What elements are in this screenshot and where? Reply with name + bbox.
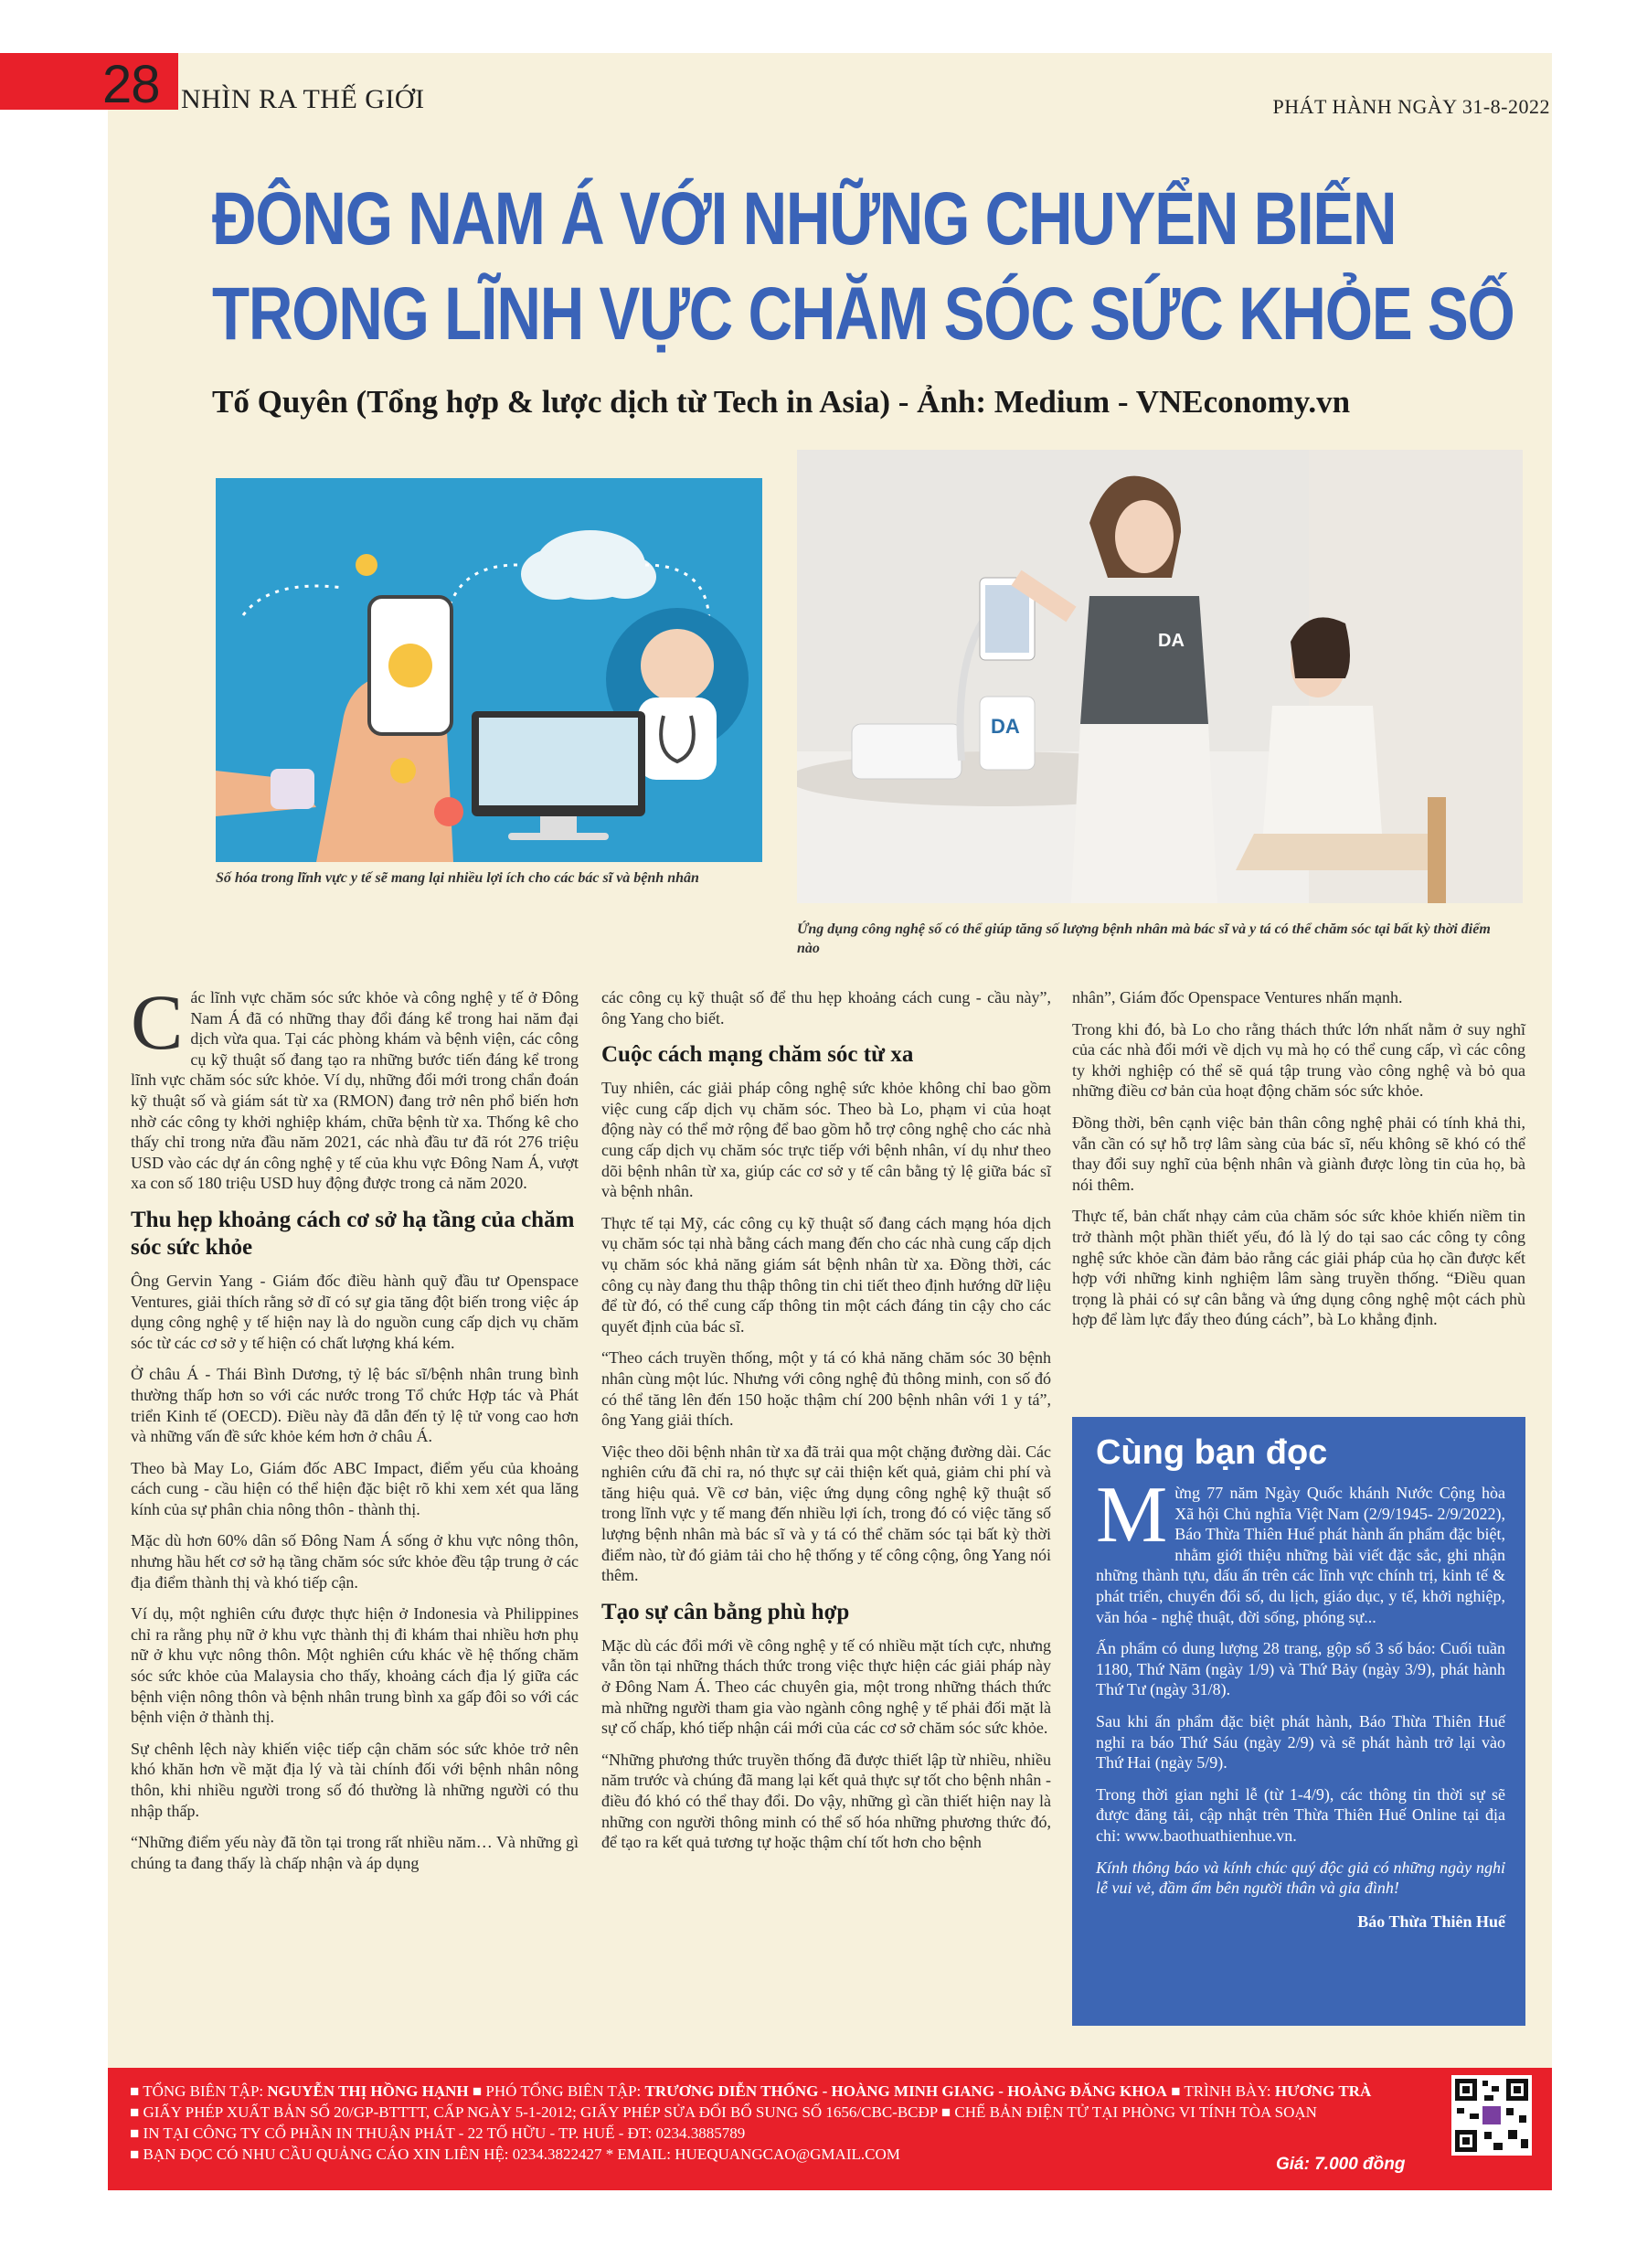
cup-logo: DA xyxy=(991,715,1020,738)
page-number: 28 xyxy=(102,55,160,114)
footer-value: HƯƠNG TRÀ xyxy=(1274,2082,1372,2100)
paragraph xyxy=(131,978,579,1194)
footer-credits xyxy=(130,2081,1371,2165)
paragraph: Ở châu Á - Thái Bình Dương, tỷ lệ bác sĩ/bệnh nhân trung bình thường thấp hơn so với các nước trong Tổ chức Hợp tác và Phát triển Kinh tế (OECD). Điều này đã dẫn đến tỷ lệ tử vong cao hơn và những vấn đề sức khỏe kém hơn ở châu Á. xyxy=(131,1365,579,1446)
headline xyxy=(212,172,1514,362)
release-date: PHÁT HÀNH NGÀY 31-8-2022 xyxy=(1272,95,1550,118)
article-column-1 xyxy=(131,978,579,1884)
footer-value: TRƯƠNG DIỄN THỐNG - HOÀNG MINH GIANG - HOÀNG ĐĂNG KHOA xyxy=(644,2082,1167,2100)
paragraph: “Những điểm yếu này đã tồn tại trong rất nhiều năm… Và những gì chúng ta đang thấy là chấp nhận và áp dụng xyxy=(131,1833,579,1872)
paragraph: nhân”, Giám đốc Openspace Ventures nhấn mạnh. xyxy=(1072,988,1403,1006)
paragraph: Kính thông báo và kính chúc quý độc giả có những ngày nghỉ lễ vui vẻ, đầm ấm bên người thân và gia đình! xyxy=(1096,1858,1505,1898)
byline: Tố Quyên (Tổng hợp & lược dịch từ Tech in Asia) - Ảnh: Medium - VNEconomy.vn xyxy=(212,384,1351,420)
reader-box-signature: Báo Thừa Thiên Huế xyxy=(1357,1911,1505,1931)
subheading: Thu hẹp khoảng cách cơ sở hạ tầng của chăm sóc sức khỏe xyxy=(131,1207,575,1260)
footer-text: IN TẠI CÔNG TY CỔ PHẦN IN THUẬN PHÁT - 22 TỐ HỮU - TP. HUẾ - ĐT: 0234.3885789 xyxy=(143,2124,746,2142)
article-column-2 xyxy=(601,987,1051,1864)
qr-code-graphic xyxy=(1451,2075,1532,2156)
digital-health-illustration xyxy=(216,478,762,862)
footer-label: PHÓ TỔNG BIÊN TẬP: xyxy=(485,2082,642,2100)
dropcap: C xyxy=(131,978,184,1066)
caption-right: Ứng dụng công nghệ số có thể giúp tăng số lượng bệnh nhân mà bác sĩ và y tá có thể chăm sóc tại bất kỳ thời điểm nào xyxy=(797,921,1491,956)
paragraph: “Những phương thức truyền thống đã được thiết lập từ nhiều, nhiều năm trước và chúng đã mang lại kết quả thực sự tốt cho bệnh nhân - điều đó khó có thể thay đổi. Do vậy, những gì cần thiết hiện nay là những con người thông minh có thể số hóa những phương thức đó, để tạo ra kết quả tương tự hoặc thậm chí tốt hơn cho bệnh xyxy=(601,1750,1051,1852)
paragraph: Tuy nhiên, các giải pháp công nghệ sức khỏe không chỉ bao gồm việc cung cấp dịch vụ chăm sóc. Theo bà Lo, phạm vi của hoạt động này có thể mở rộng để bao gồm hỗ trợ công nghệ cho các nhà cung cấp dịch vụ chăm sóc trực tiếp với bệnh nhân, ví dụ như theo dõi bệnh nhân từ xa, giúp các cơ sở y tế cân bằng tỷ lệ giữa bác sĩ và bệnh nhân. xyxy=(601,1079,1051,1201)
footer-line-3: ■ IN TẠI CÔNG TY CỔ PHẦN IN THUẬN PHÁT - 22 TỐ HỮU - TP. HUẾ - ĐT: 0234.3885789 xyxy=(130,2124,746,2142)
paragraph: Sau khi ấn phẩm đặc biệt phát hành, Báo Thừa Thiên Huế nghỉ ra báo Thứ Sáu (ngày 2/9) và sẽ phát hành trở lại vào Thứ Hai (ngày 5/9). xyxy=(1096,1711,1505,1773)
paragraph: Sự chênh lệch này khiến việc tiếp cận chăm sóc sức khỏe trở nên khó khăn hơn về mặt địa lý và tài chính đối với bệnh nhân nông thôn, khi nhiều người trong số đó thường là những người có thu nhập thấp. xyxy=(131,1739,579,1820)
price: Giá: 7.000 đồng xyxy=(1276,2155,1406,2174)
paragraph: Ông Gervin Yang - Giám đốc điều hành quỹ đầu tư Openspace Ventures, giải thích rằng sở dĩ có sự gia tăng đột biến trong việc áp dụng công nghệ y tế hiện nay là do nguồn cung cấp dịch vụ chăm sóc từ các cơ sở y tế hiện có chất lượng khá kém. xyxy=(131,1271,579,1352)
qr-code-icon[interactable] xyxy=(1451,2075,1532,2156)
paragraph: các công cụ kỹ thuật số để thu hẹp khoảng cách cung - cầu này”, ông Yang cho biết. xyxy=(601,988,1051,1028)
headline-line-1: ĐÔNG NAM Á VỚI NHỮNG CHUYỂN BIẾN xyxy=(212,177,1397,261)
footer-text: BẠN ĐỌC CÓ NHU CẦU QUẢNG CÁO XIN LIÊN HỆ: 0234.3822427 * EMAIL: HUEQUANGCAO@GMAIL.COM xyxy=(143,2146,900,2163)
footer-text: CHẾ BẢN ĐIỆN TỬ TẠI PHÒNG VI TÍNH TÒA SOẠN xyxy=(954,2103,1317,2121)
shirt-logo: DA xyxy=(1158,631,1185,651)
footer-label: TRÌNH BÀY: xyxy=(1184,2082,1271,2100)
paragraph: Thực tế tại Mỹ, các công cụ kỹ thuật số đang cách mạng hóa dịch vụ chăm sóc tại nhà bằng cách mang đến cho các nhà cung cấp dịch vụ chăm sóc khả năng giám sát bệnh nhân từ xa. Đồng thời, các công cụ này đang thu thập thông tin chi tiết theo định hướng dữ liệu để từ đó, có thể cung cấp thông tin một cách đáng tin cậy cho các quyết định của bác sĩ. xyxy=(601,1213,1051,1336)
footer-label: TỔNG BIÊN TẬP: xyxy=(143,2082,264,2100)
paragraph: “Theo cách truyền thống, một y tá có khả năng chăm sóc 30 bệnh nhân cùng một lúc. Nhưng với công nghệ đủ thông minh, con số đó có thể tăng lên đến 150 hoặc thậm chí 200 bệnh nhân với 1 y tá”, ông Yang giải thích. xyxy=(601,1348,1051,1430)
footer-value: NGUYỄN THỊ HỒNG HẠNH xyxy=(267,2082,469,2100)
subheading: Tạo sự cân bằng phù hợp xyxy=(601,1599,850,1624)
headline-line-2: TRONG LĨNH VỰC CHĂM SÓC SỨC KHỎE SỐ xyxy=(212,272,1514,356)
paragraph xyxy=(1096,1471,1505,1627)
footer-line-2: ■ GIẤY PHÉP XUẤT BẢN SỐ 20/GP-BTTTT, CẤP NGÀY 5-1-2012; GIẤY PHÉP SỬA ĐỔI BỔ SUNG SỐ 1656/CBC-BCĐP ■ CHẾ BẢN ĐIỆN TỬ TẠI PHÒNG VI TÍNH TÒA SOẠN xyxy=(130,2103,1317,2121)
paragraph: Theo bà May Lo, Giám đốc ABC Impact, điểm yếu của khoảng cách cung - cầu hiện có thể hiện đặc biệt rõ khi xem xét qua lăng kính của sự phân chia nông thôn - thành thị. xyxy=(131,1458,579,1518)
paragraph: Việc theo dõi bệnh nhân từ xa đã trải qua một chặng đường dài. Các nghiên cứu đã chỉ ra, nó thực sự cải thiện kết quả, giảm chi phí và tăng hiệu quả. Về cơ bản, việc ứng dụng công nghệ kỹ thuật số trong lĩnh vực y tế mang đến nhiều lợi ích, trong đó có việc tăng số lượng bệnh nhân mà bác sĩ và y tá có thể chăm sóc tại bất kỳ thời điểm nào, từ đó giảm tải cho hệ thống y tế công cộng, ông Yang nói thêm. xyxy=(601,1442,1051,1585)
photo-graphic xyxy=(797,450,1523,903)
paragraph-text: ác lĩnh vực chăm sóc sức khỏe và công nghệ y tế ở Đông Nam Á đã có những thay đổi đáng kể trong hai năm đại dịch vừa qua. Tại các phòng khám và bệnh viện, các công cụ kỹ thuật số đang tạo ra những bước tiến đáng kể trong lĩnh vực chăm sóc sức khỏe. Ví dụ, những đổi mới trong chẩn đoán kỹ thuật số và giám sát từ xa (RMON) đang trở nên phổ biến hơn nhờ các công ty khởi nghiệp khám, chữa bệnh từ xa. Thống kê cho thấy chỉ trong nửa đầu năm 2021, các nhà đầu tư đã rót 276 triệu USD vào các dự án công nghệ y tế của khu vực Đông Nam Á, vượt xa con số 180 triệu USD huy động được trong cả năm 2020. xyxy=(131,988,579,1193)
article-column-3 xyxy=(1072,987,1525,1341)
paragraph: Mặc dù hơn 60% dân số Đông Nam Á sống ở khu vực nông thôn, nhưng hầu hết cơ sở hạ tầng chăm sóc sức khỏe đều tập trung ở các địa điểm thành thị và khó tiếp cận. xyxy=(131,1531,579,1592)
illustration-graphic xyxy=(216,478,762,862)
paragraph-text: ừng 77 năm Ngày Quốc khánh Nước Cộng hòa Xã hội Chủ nghĩa Việt Nam (2/9/1945- 2/9/2022), Báo Thừa Thiên Huế phát hành ấn phẩm đặc biệt, nhằm giới thiệu những bài viết đặc sắc, ghi nhận những thành tựu, dấu ấn trên các lĩnh vực chính trị, kinh tế & phát triển, chuyển đổi số, du lịch, giáo dục, y tế, khởi nghiệp, văn hóa - nghệ thuật, đời sống, phóng sự... xyxy=(1096,1484,1505,1626)
reader-notice-box xyxy=(1072,1417,1525,2026)
telehealth-photo xyxy=(797,450,1523,903)
paragraph: Trong khi đó, bà Lo cho rằng thách thức lớn nhất nằm ở suy nghĩ của các nhà đổi mới về dịch vụ mà họ có thể cung cấp, vì các công ty khởi nghiệp có thể sẽ quá tập trung vào công nghệ và bỏ qua những điều cơ bản của hoạt động chăm sóc sức khỏe. xyxy=(1072,1019,1525,1101)
subheading: Cuộc cách mạng chăm sóc từ xa xyxy=(601,1042,914,1068)
paragraph: Ví dụ, một nghiên cứu được thực hiện ở Indonesia và Philippines chỉ ra rằng phụ nữ ở khu vực thành thị đi khám thai nhiều hơn phụ nữ ở khu vực nông thôn. Một nghiên cứu khác về hệ thống chăm sóc sức khỏe của Malaysia cho thấy, khoảng cách địa lý giữa các bệnh viện nông thôn và bệnh nhân trung bình xa gấp đôi so với các bệnh viện ở thành thị. xyxy=(131,1604,579,1727)
footer-text: GIẤY PHÉP XUẤT BẢN SỐ 20/GP-BTTTT, CẤP NGÀY 5-1-2012; GIẤY PHÉP SỬA ĐỔI BỔ SUNG SỐ 1656/CBC-BCĐP xyxy=(143,2103,938,2121)
footer-line-4: ■ BẠN ĐỌC CÓ NHU CẦU QUẢNG CÁO XIN LIÊN HỆ: 0234.3822427 * EMAIL: HUEQUANGCAO@GMAIL.COM xyxy=(130,2146,900,2163)
paragraph: Đồng thời, bên cạnh việc bản thân công nghệ phải có tính khả thi, vẫn cần có sự hỗ trợ lâm sàng của bác sĩ, nếu không sẽ khó có thể thay đổi suy nghĩ của bệnh nhân và giành được lòng tin của họ, bà nói thêm. xyxy=(1072,1113,1525,1194)
paragraph: Trong thời gian nghỉ lễ (từ 1-4/9), các thông tin thời sự sẽ được đăng tải, cập nhật trên Thừa Thiên Huế Online tại địa chỉ: www.baothuathienhue.vn. xyxy=(1096,1784,1505,1845)
paragraph: Mặc dù các đổi mới về công nghệ y tế có nhiều mặt tích cực, nhưng vẫn tồn tại những thách thức trong việc thực hiện các giải pháp này ở Đông Nam Á. Theo các chuyên gia, một trong những thách thức mà những người tham gia vào ngành công nghệ y tế phải đối mặt là sự cố chấp, khó tiếp nhận cái mới của các cơ sở chăm sóc sức khỏe. xyxy=(601,1635,1051,1738)
caption-left: Số hóa trong lĩnh vực y tế sẽ mang lại nhiều lợi ích cho các bác sĩ và bệnh nhân xyxy=(216,870,699,886)
paragraph: Ấn phẩm có dung lượng 28 trang, gộp số 3 số báo: Cuối tuần 1180, Thứ Năm (ngày 1/9) và Thứ Bảy (ngày 3/9), phát hành Thứ Tư (ngày 31/8). xyxy=(1096,1639,1505,1699)
footer-line-1: ■ TỔNG BIÊN TẬP: NGUYỄN THỊ HỒNG HẠNH ■ PHÓ TỔNG BIÊN TẬP: TRƯƠNG DIỄN THỐNG - HOÀNG MINH GIANG - HOÀNG ĐĂNG KHOA ■ TRÌNH BÀY: HƯƠNG TRÀ xyxy=(130,2082,1372,2100)
section-title: NHÌN RA THẾ GIỚI xyxy=(181,84,425,114)
dropcap: M xyxy=(1096,1471,1168,1560)
masthead-footer xyxy=(108,2068,1552,2190)
reader-box-title: Cùng bạn đọc xyxy=(1096,1433,1328,1472)
reader-box-body xyxy=(1096,1471,1505,1932)
paragraph: Thực tế, bản chất nhạy cảm của chăm sóc sức khỏe khiến niềm tin trở thành một phần thiết yếu, đó là lý do tại sao các công ty công nghệ sức khỏe cần đảm bảo rằng các giải pháp của họ cần được kết hợp với những kinh nghiệm lâm sàng truyền thống. “Điều quan trọng là phải có sự cân bằng và ứng dụng công nghệ một cách phù hợp để làm lực đẩy theo đúng cách”, bà Lo khẳng định. xyxy=(1072,1207,1525,1329)
